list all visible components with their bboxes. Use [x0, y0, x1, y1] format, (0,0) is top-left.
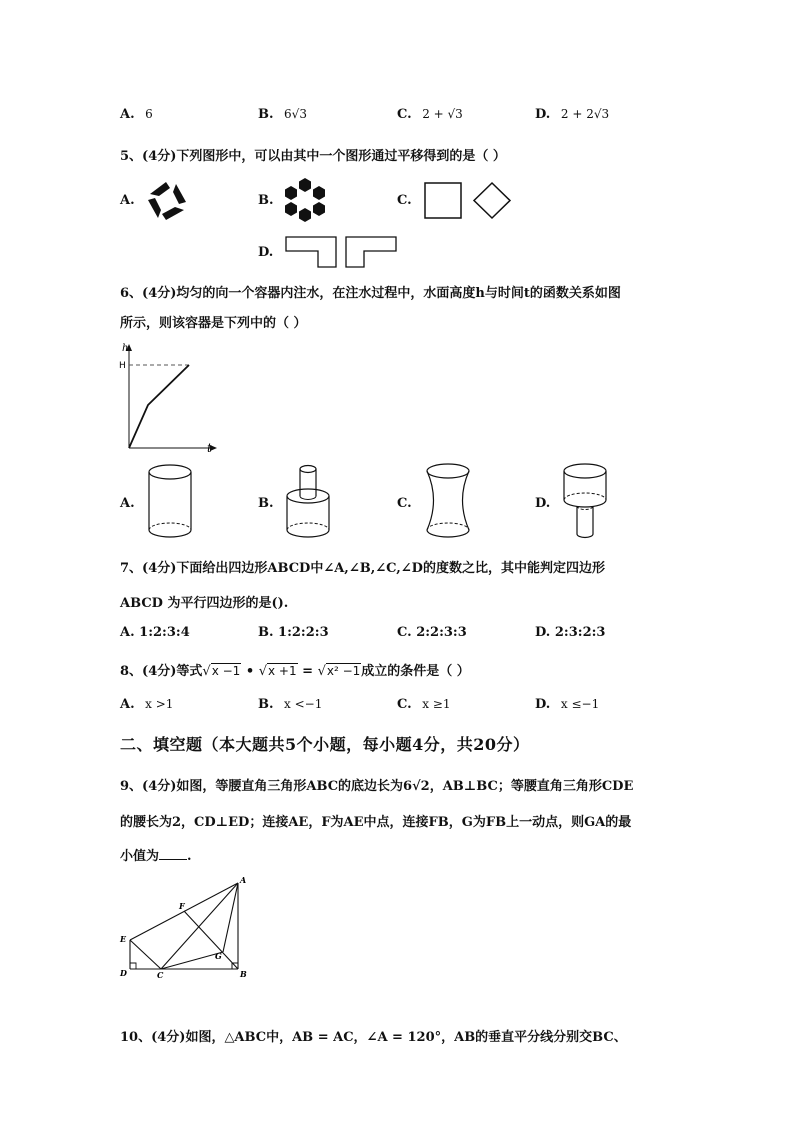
option-value: 2:2:3:3: [416, 625, 467, 640]
q8-dot: •: [245, 664, 255, 679]
q6-stem-line2: 所示，则该容器是下列中的（ ）: [120, 316, 307, 331]
q7-option-c: [397, 625, 467, 640]
option-letter: D.: [535, 107, 551, 122]
section-heading: 二、填空题（本大题共5个小题，每小题4分，共20分）: [120, 735, 530, 754]
q9-line3: [120, 845, 192, 864]
water-height-graph: [116, 342, 226, 454]
q5-stem: 5、(4分)下列图形中，可以由其中一个图形通过平移得到的是（ ）: [120, 149, 506, 164]
option-letter: C.: [397, 107, 412, 122]
q8-expr3: x² −1: [326, 664, 361, 678]
point-label-g: G: [215, 951, 222, 961]
option-value: x >1: [145, 697, 174, 711]
q7-option-a: [120, 625, 190, 640]
q5-label-b: B.: [258, 193, 274, 208]
q8-option-b: [258, 697, 322, 712]
q4-option-b: [258, 107, 307, 122]
q8-expr1: x −1: [211, 664, 241, 678]
option-letter: B.: [258, 625, 274, 640]
option-letter: A.: [120, 107, 135, 122]
option-letter: D.: [535, 697, 551, 712]
answer-blank: [159, 847, 187, 860]
q9-line3-prefix: 小值为: [120, 849, 160, 864]
waisted-container-c: [424, 462, 474, 542]
option-letter: B.: [258, 107, 274, 122]
q6-label-d: D.: [535, 496, 551, 511]
option-value: 6: [145, 107, 153, 121]
q6-stem-line1: 6、(4分)均匀的向一个容器内注水，在注水过程中，水面高度h与时间t的函数关系如图: [120, 286, 621, 301]
graph-h-label: H: [119, 361, 126, 371]
q9-line2: 的腰长为2，CD⊥ED；连接AE，F为AE中点，连接FB，G为FB上一动点，则GA的最: [120, 815, 632, 830]
q4-option-d: [535, 107, 609, 122]
q8-stem: 8、(4分)等式√x −1 • √x +1 = √x² −1成立的条件是（ ）: [120, 664, 470, 679]
l-shapes-figure: [284, 236, 400, 268]
option-letter: A.: [120, 625, 135, 640]
option-letter: A.: [120, 697, 135, 712]
point-label-f: F: [179, 901, 185, 911]
option-value: 2 + √3: [422, 107, 463, 121]
stepped-container-b: [284, 462, 336, 542]
q9-line3-suffix: .: [187, 849, 192, 864]
q5-label-d: D.: [258, 245, 274, 260]
q8-option-a: [120, 697, 173, 712]
q5-label-a: A.: [120, 193, 135, 208]
q8-expr2: x +1: [267, 664, 297, 678]
option-value: 1:2:3:4: [139, 625, 190, 640]
point-label-c: C: [157, 970, 164, 980]
q8-option-d: [535, 697, 599, 712]
option-value: 2 + 2√3: [560, 107, 610, 121]
q7-option-d: [535, 625, 605, 640]
graph-x-axis-label: t: [207, 441, 212, 455]
triangle-geometry-figure: [116, 873, 256, 981]
option-value: x ≤−1: [560, 697, 600, 711]
q8-eq: =: [302, 664, 314, 679]
option-value: x <−1: [284, 697, 323, 711]
q8-prefix: 8、(4分)等式: [120, 664, 203, 679]
point-label-a: A: [240, 875, 247, 885]
q7-option-b: [258, 625, 329, 640]
hexagon-ring-figure: [283, 177, 327, 223]
point-label-b: B: [240, 969, 247, 979]
option-letter: C.: [397, 625, 412, 640]
option-letter: B.: [258, 697, 274, 712]
q6-label-c: C.: [397, 496, 412, 511]
option-letter: D.: [535, 625, 551, 640]
option-value: 6√3: [284, 107, 307, 121]
q7-stem-line2: ABCD 为平行四边形的是().: [120, 596, 289, 611]
point-label-d: D: [120, 968, 127, 978]
q8-suffix: 成立的条件是（ ）: [361, 664, 470, 679]
q5-label-c: C.: [397, 193, 412, 208]
pinwheel-figure: [146, 180, 188, 222]
q6-label-b: B.: [258, 496, 274, 511]
option-value: 2:3:2:3: [554, 625, 606, 640]
option-value: x ≥1: [422, 697, 451, 711]
option-value: 1:2:2:3: [278, 625, 329, 640]
point-label-e: E: [120, 934, 127, 944]
q8-option-c: [397, 697, 450, 712]
q4-option-a: [120, 107, 153, 122]
q6-label-a: A.: [120, 496, 135, 511]
q7-stem-line1: 7、(4分)下面给出四边形ABCD中∠A,∠B,∠C,∠D的度数之比，其中能判定四边形: [120, 561, 605, 576]
q4-option-c: [397, 107, 463, 122]
q10-line1: 10、(4分)如图，△ABC中，AB = AC，∠A = 120°，AB的垂直平分线分别交BC、: [120, 1030, 627, 1045]
q9-line1: 9、(4分)如图，等腰直角三角形ABC的底边长为6√2，AB⊥BC；等腰直角三角形CDE: [120, 779, 634, 794]
option-letter: C.: [397, 697, 412, 712]
square-diamond-figure: [424, 182, 514, 220]
cylinder-container-a: [146, 462, 196, 542]
inverted-stepped-container-d: [560, 462, 612, 542]
graph-y-axis-label: h: [122, 343, 129, 354]
